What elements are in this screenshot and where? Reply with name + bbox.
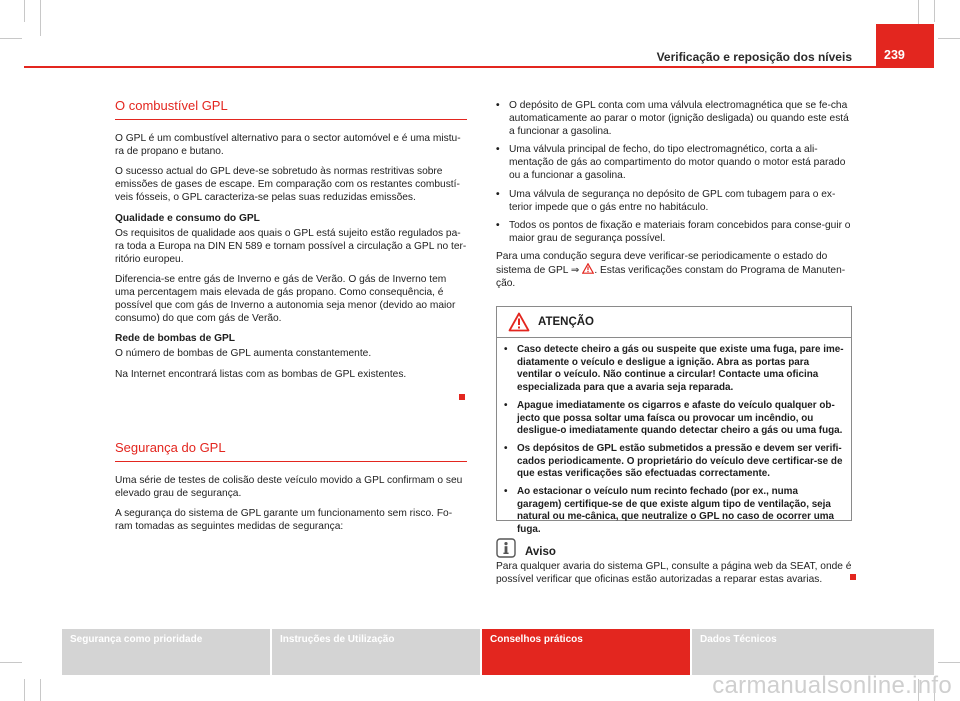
crop-mark xyxy=(0,38,22,39)
warning-triangle-icon[interactable] xyxy=(582,263,594,274)
list-item xyxy=(496,143,852,182)
paragraph: Os requisitos de qualidade aos quais o GPL está sujeito estão regulados pa-ra toda a Europa na DIN EN 589 e tornam possível a circulação a GPL no ter-ritório europeu. xyxy=(115,227,467,265)
warning-body xyxy=(497,338,851,537)
warning-item xyxy=(504,400,845,438)
crop-mark xyxy=(938,662,960,663)
subheading-quality: Qualidade e consumo do GPL xyxy=(115,212,260,224)
section-rule xyxy=(115,461,467,462)
paragraph-text: . Estas verificações constam do Programa de Manuten-ção. xyxy=(496,265,846,290)
bullet-dot: • xyxy=(504,486,508,498)
bullet-dot: • xyxy=(504,442,508,454)
bullet-dot: • xyxy=(504,399,508,411)
right-column xyxy=(496,99,852,297)
footer-tab-safety[interactable] xyxy=(62,629,270,675)
crop-mark xyxy=(40,679,41,701)
warning-item xyxy=(504,443,845,481)
list-item-text: O depósito de GPL conta com uma válvula electromagnética que se fe-cha automaticamente ao parar o motor (ignição desligada) ou quando este está a funcionar a gasolina. xyxy=(509,100,849,138)
footer-tab-label: Instruções de Utilização xyxy=(280,634,395,645)
info-note-icon xyxy=(496,538,516,558)
crop-mark xyxy=(934,0,935,22)
paragraph xyxy=(496,250,852,290)
crop-mark xyxy=(938,38,960,39)
paragraph: O GPL é um combustível alternativo para o sector automóvel e é uma mistu-ra de propano e butano. xyxy=(115,133,461,158)
warning-box xyxy=(496,306,852,536)
footer-tab-practical-tips[interactable] xyxy=(482,629,690,675)
warning-item-text: Ao estacionar o veículo num recinto fechado (por ex., numa garagem) certifique-se de que existe algum tipo de ventilação, seja natural ou me-cânica, que neutralize o GPL no caso de ocorrer uma fuga. xyxy=(517,486,834,536)
note-title: Aviso xyxy=(525,546,556,558)
warning-item-text: Apague imediatamente os cigarros e afaste do veículo qualquer ob-jecto que possa soltar uma faísca ou provocar um incêndio, ou desligue-o imediatamente quando detectar cheiro a gás ou uma fuga. xyxy=(517,399,843,437)
footer-tab-label: Conselhos práticos xyxy=(490,634,583,645)
bullet-dot: • xyxy=(496,219,500,231)
paragraph: Uma série de testes de colisão deste veículo movido a GPL confirmam o seu elevado grau de segurança. xyxy=(115,475,463,500)
footer-tab-technical-data[interactable] xyxy=(692,629,934,675)
note-header xyxy=(496,538,852,558)
section-end-marker xyxy=(459,394,465,400)
left-column-safety xyxy=(115,441,467,540)
section-title-gpl: O combustível GPL xyxy=(115,98,228,113)
warning-triangle-icon xyxy=(508,312,530,332)
bullet-dot: • xyxy=(496,144,500,156)
section-title-safety: Segurança do GPL xyxy=(115,440,226,455)
crop-mark xyxy=(0,662,22,663)
section-rule xyxy=(115,119,467,120)
warning-item-text: Caso detecte cheiro a gás ou suspeite que existe uma fuga, pare ime-diatamente o veículo e desligue a ignição. Abra as portas para ventilar o veículo. Não continue a circular! Contacte uma oficina especializada para que a avaria seja reparada. xyxy=(517,344,844,394)
subheading-stations: Rede de bombas de GPL xyxy=(115,333,236,345)
warning-item xyxy=(504,344,845,395)
note-text xyxy=(496,560,852,586)
bullet-dot: • xyxy=(496,188,500,200)
bullet-dot: • xyxy=(496,100,500,111)
paragraph-text: Para uma condução segura deve verificar-se periodicamente o estado do sistema de GPL ⇒ xyxy=(496,250,828,277)
page-number: 239 xyxy=(876,24,934,66)
list-item-text: Uma válvula principal de fecho, do tipo electromagnético, corta a ali-mentação de gás ao compartimento do motor quando o motor está parado ou a funcionar a gasolina. xyxy=(509,144,846,182)
crop-mark xyxy=(24,679,25,701)
paragraph: O sucesso actual do GPL deve-se sobretudo às normas restritivas sobre emissões de gases de escape. Em comparação com os restantes combustí-veis fósseis, o GPL caracteriza-se pelas suas reduzidas emissões. xyxy=(115,166,460,204)
watermark: carmanualsonline.info xyxy=(712,672,952,699)
footer-tab-instructions[interactable] xyxy=(272,629,480,675)
paragraph xyxy=(115,368,467,381)
footer-tab-label: Segurança como prioridade xyxy=(70,634,203,645)
list-item xyxy=(496,99,852,138)
crop-mark xyxy=(40,0,41,36)
warning-item-text: Os depósitos de GPL estão submetidos a pressão e devem ser verifi-cados periodicamente. O proprietário do veículo deve certificar-se de que estas verificações são efectuadas correctamente. xyxy=(517,442,843,480)
list-item-text: Todos os pontos de fixação e materiais foram concebidos para conse-guir o maior grau de segurança possível. xyxy=(509,219,851,244)
warning-header xyxy=(497,307,851,338)
list-item xyxy=(496,188,852,214)
list-item xyxy=(496,219,852,245)
warning-item xyxy=(504,486,845,537)
running-header: Verificação e reposição dos níveis xyxy=(656,50,852,64)
paragraph: A segurança do sistema de GPL garante um funcionamento sem risco. Fo-ram tomadas as seguintes medidas de segurança: xyxy=(115,508,453,533)
left-column xyxy=(115,99,467,381)
paragraph-text: Na Internet encontrará listas com as bombas de GPL existentes. xyxy=(115,368,407,380)
bullet-dot: • xyxy=(504,344,508,355)
note-text-body: Para qualquer avaria do sistema GPL, consulte a página web da SEAT, onde é possível verificar que oficinas estão autorizadas a reparar estas avarias. xyxy=(496,561,852,586)
paragraph: Diferencia-se entre gás de Inverno e gás de Verão. O gás de Inverno tem uma percentagem mais elevada de gás propano. Como consequência, é possível que com gás de Inverno a autonomia seja menor (devido ao maior consumo) do que com gás de Verão. xyxy=(115,273,456,325)
warning-title: ATENÇÃO xyxy=(538,315,595,328)
crop-mark xyxy=(24,0,25,22)
note-block xyxy=(496,538,852,586)
footer-tab-label: Dados Técnicos xyxy=(700,634,777,645)
header-rule xyxy=(24,66,934,68)
list-item-text: Uma válvula de segurança no depósito de GPL com tubagem para o ex-terior impede que o gás entre no habitáculo. xyxy=(509,188,836,213)
section-end-marker xyxy=(850,574,856,580)
paragraph: O número de bombas de GPL aumenta constantemente. xyxy=(115,348,372,360)
